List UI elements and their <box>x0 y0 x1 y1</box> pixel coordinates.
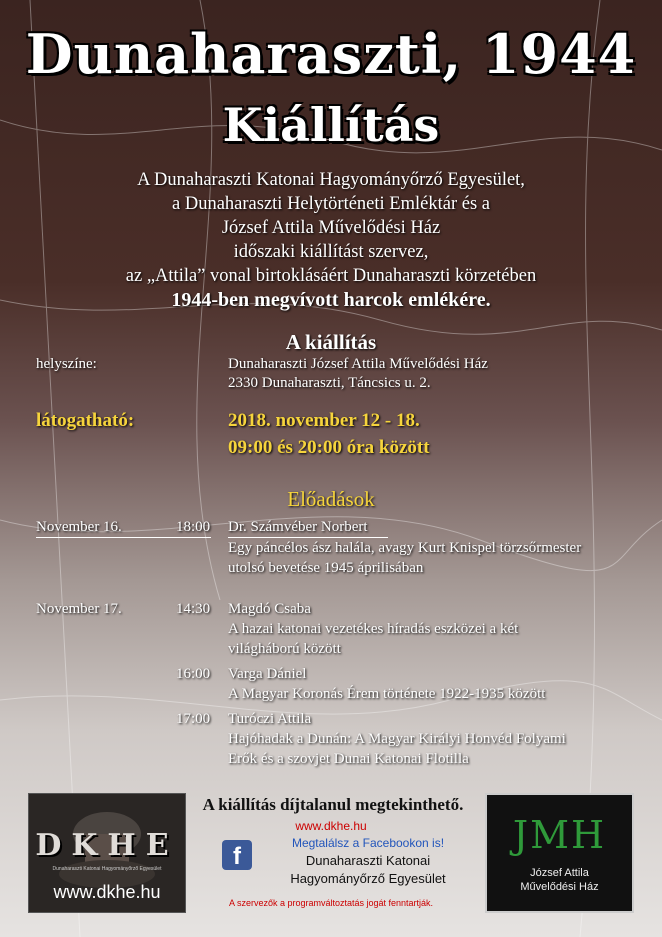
intro-line: a Dunaharaszti Helytörténeti Emléktár és a <box>172 194 490 214</box>
lecture-time: 16:00 <box>176 666 211 682</box>
jmh-letters: JMH <box>512 813 607 857</box>
lectures-heading: Előadások <box>287 487 375 511</box>
poster-title: Dunaharaszti, 1944 <box>25 22 637 86</box>
jmh-logo <box>485 793 634 913</box>
intro-line: az „Attila” vonal birtoklásáért Dunaharaszti körzetében <box>125 266 537 286</box>
facebook-prompt[interactable]: Megtalálsz a Facebookon is! <box>291 836 445 850</box>
visit-hours: 09:00 és 20:00 óra között <box>228 437 430 458</box>
disclaimer: A szervezők a programváltoztatás jogát fenntartják. <box>228 898 434 908</box>
org-name-line-1: Dunaharaszti Katonai <box>305 853 431 868</box>
intro-text <box>60 168 602 312</box>
lecture-date: November 16. <box>36 519 122 535</box>
exhibition-heading: A kiállítás <box>285 330 377 354</box>
lecture-speaker: Turóczi Attila <box>228 711 312 727</box>
intro-line: időszaki kiállítást szervez, <box>233 242 429 262</box>
lecture-speaker: Dr. Számvéber Norbert <box>228 519 368 535</box>
lecture-speaker: Varga Dániel <box>228 666 307 682</box>
intro-line-emphasis: 1944-ben megvívott harcok emlékére. <box>171 289 491 311</box>
facebook-icon[interactable]: f <box>222 840 252 870</box>
lecture-speaker: Magdó Csaba <box>228 601 311 617</box>
jmh-line-2: Művelődési Ház <box>520 881 599 893</box>
location-line-2: 2330 Dunaharaszti, Táncsics u. 2. <box>228 375 431 391</box>
poster-subtitle: Kiállítás <box>222 98 440 152</box>
intro-line: A Dunaharaszti Katonai Hagyományőrző Egyesület, <box>137 170 525 190</box>
dkhe-website: www.dkhe.hu <box>53 882 161 902</box>
dkhe-letters: DKHE <box>35 828 179 863</box>
location-label: helyszíne: <box>36 356 97 372</box>
lecture-title: Hajóhadak a Dunán: A Magyar Királyi Honvéd Folyami <box>228 731 566 747</box>
visit-label: látogatható: <box>36 410 135 431</box>
free-entry-notice: A kiállítás díjtalanul megtekinthető. <box>202 795 464 814</box>
location-line-1: Dunaharaszti József Attila Művelődési Ház <box>228 356 488 372</box>
dkhe-logo <box>28 793 186 913</box>
divider <box>36 537 211 538</box>
lecture-time: 17:00 <box>176 711 211 727</box>
lecture-title: Erők és a szovjet Dunai Katonai Flotilla <box>228 751 469 767</box>
lecture-time: 14:30 <box>176 601 211 617</box>
lecture-title: utolsó bevetése 1945 áprilisában <box>228 560 424 576</box>
lecture-date: November 17. <box>36 601 122 617</box>
divider <box>228 537 388 538</box>
org-name-line-2: Hagyományőrző Egyesület <box>290 871 446 886</box>
visit-dates: 2018. november 12 - 18. <box>228 410 420 431</box>
jmh-line-1: József Attila <box>530 867 589 879</box>
lecture-title: A hazai katonai vezetékes híradás eszközei a két <box>228 621 519 637</box>
lecture-title: A Magyar Koronás Érem története 1922-1935 között <box>228 686 546 702</box>
intro-line: József Attila Művelődési Ház <box>221 218 441 238</box>
lecture-title: világháború között <box>228 641 341 657</box>
website-link[interactable]: www.dkhe.hu <box>295 819 367 833</box>
dkhe-tagline: Dunaharaszti Katonai Hagyományőrző Egyesület <box>52 866 162 872</box>
lecture-title: Egy páncélos ász halála, avagy Kurt Knispel törzsőrmester <box>228 540 582 556</box>
lecture-time: 18:00 <box>176 519 211 535</box>
